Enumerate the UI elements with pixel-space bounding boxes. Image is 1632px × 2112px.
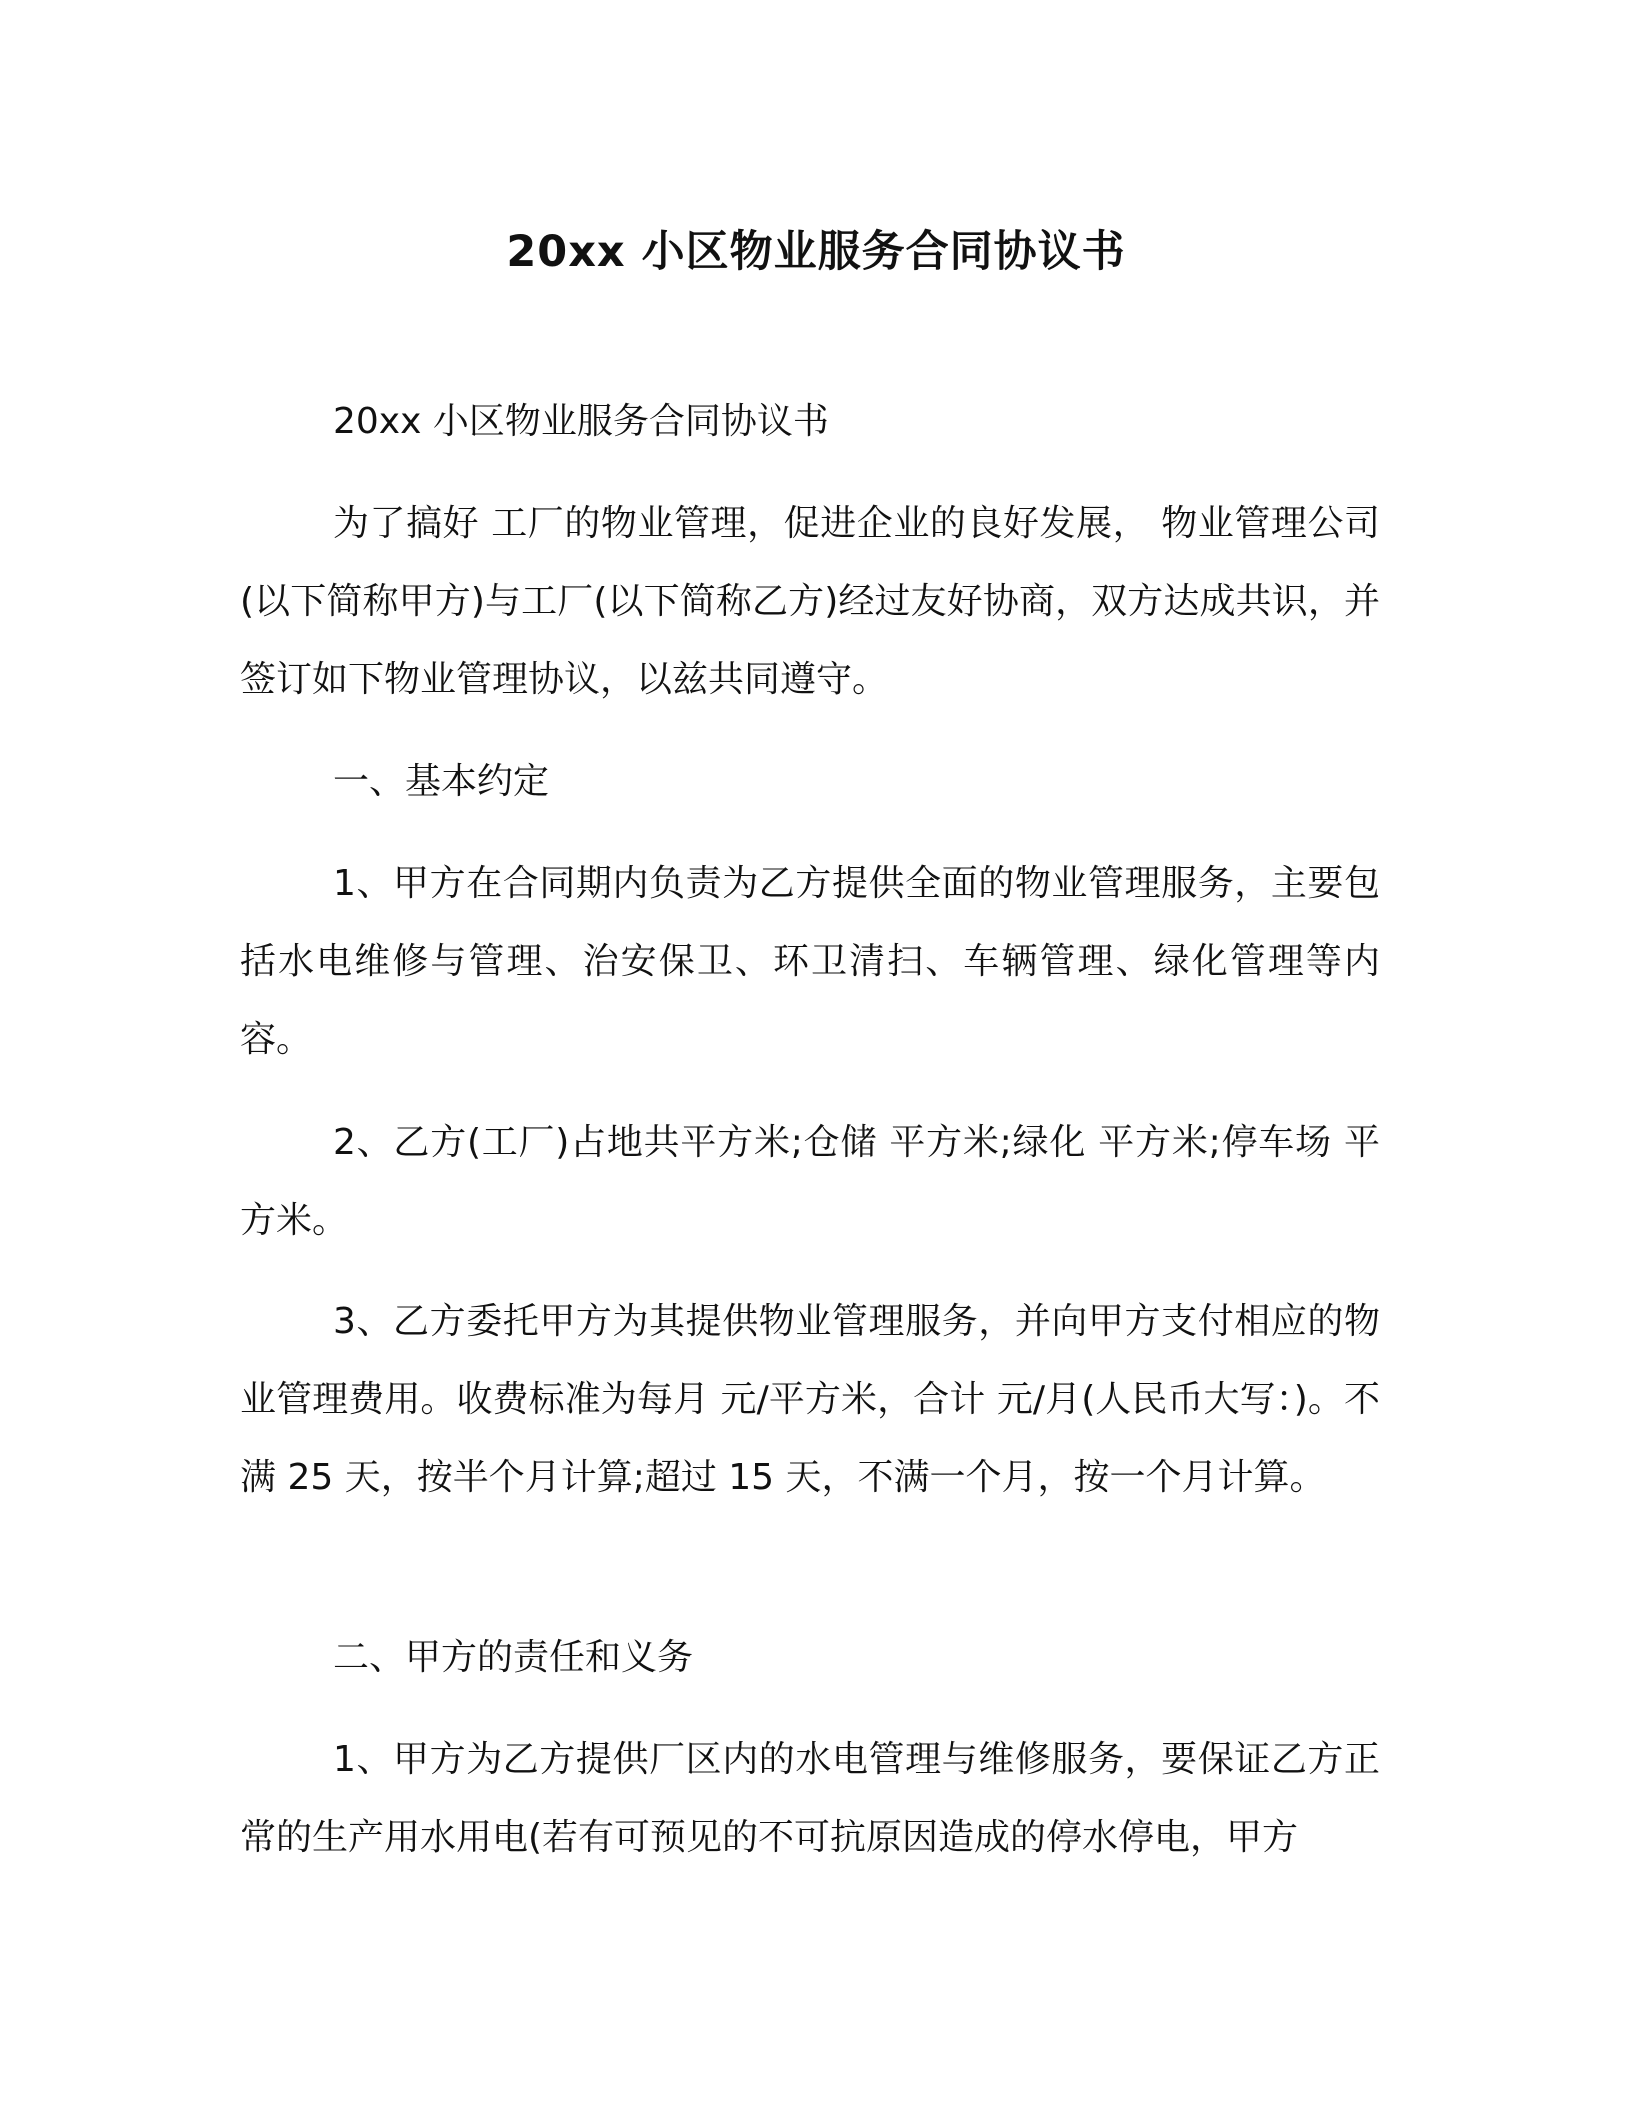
clause-1-3: 3、乙方委托甲方为其提供物业管理服务，并向甲方支付相应的物业管理费用。收费标准为每月 元/平方米，合计 元/月(人民币大写：)。不满 25 天，按半个月计算;超过 15 天，不满一个月，按一个月计算。	[240, 1301, 1380, 1498]
document-subtitle: 20xx 小区物业服务合同协议书	[333, 401, 829, 442]
intro-paragraph: 为了搞好 工厂的物业管理，促进企业的良好发展， 物业管理公司(以下简称甲方)与工厂(以下简称乙方)经过友好协商，双方达成共识，并签订如下物业管理协议，以兹共同遵守。	[240, 503, 1380, 700]
clause-1-1: 1、甲方在合同期内负责为乙方提供全面的物业管理服务，主要包括水电维修与管理、治安保卫、环卫清扫、车辆管理、绿化管理等内容。	[240, 863, 1380, 1060]
section-heading-basic-agreement: 一、基本约定	[333, 761, 550, 802]
clause-2-1: 1、甲方为乙方提供厂区内的水电管理与维修服务，要保证乙方正常的生产用水用电(若有可预见的不可抗原因造成的停水停电，甲方	[240, 1739, 1380, 1858]
section-heading-party-a-duties: 二、甲方的责任和义务	[333, 1637, 694, 1678]
clause-1-2: 2、乙方(工厂)占地共平方米;仓储 平方米;绿化 平方米;停车场 平方米。	[240, 1122, 1380, 1241]
document-title: 20xx 小区物业服务合同协议书	[506, 227, 1126, 277]
